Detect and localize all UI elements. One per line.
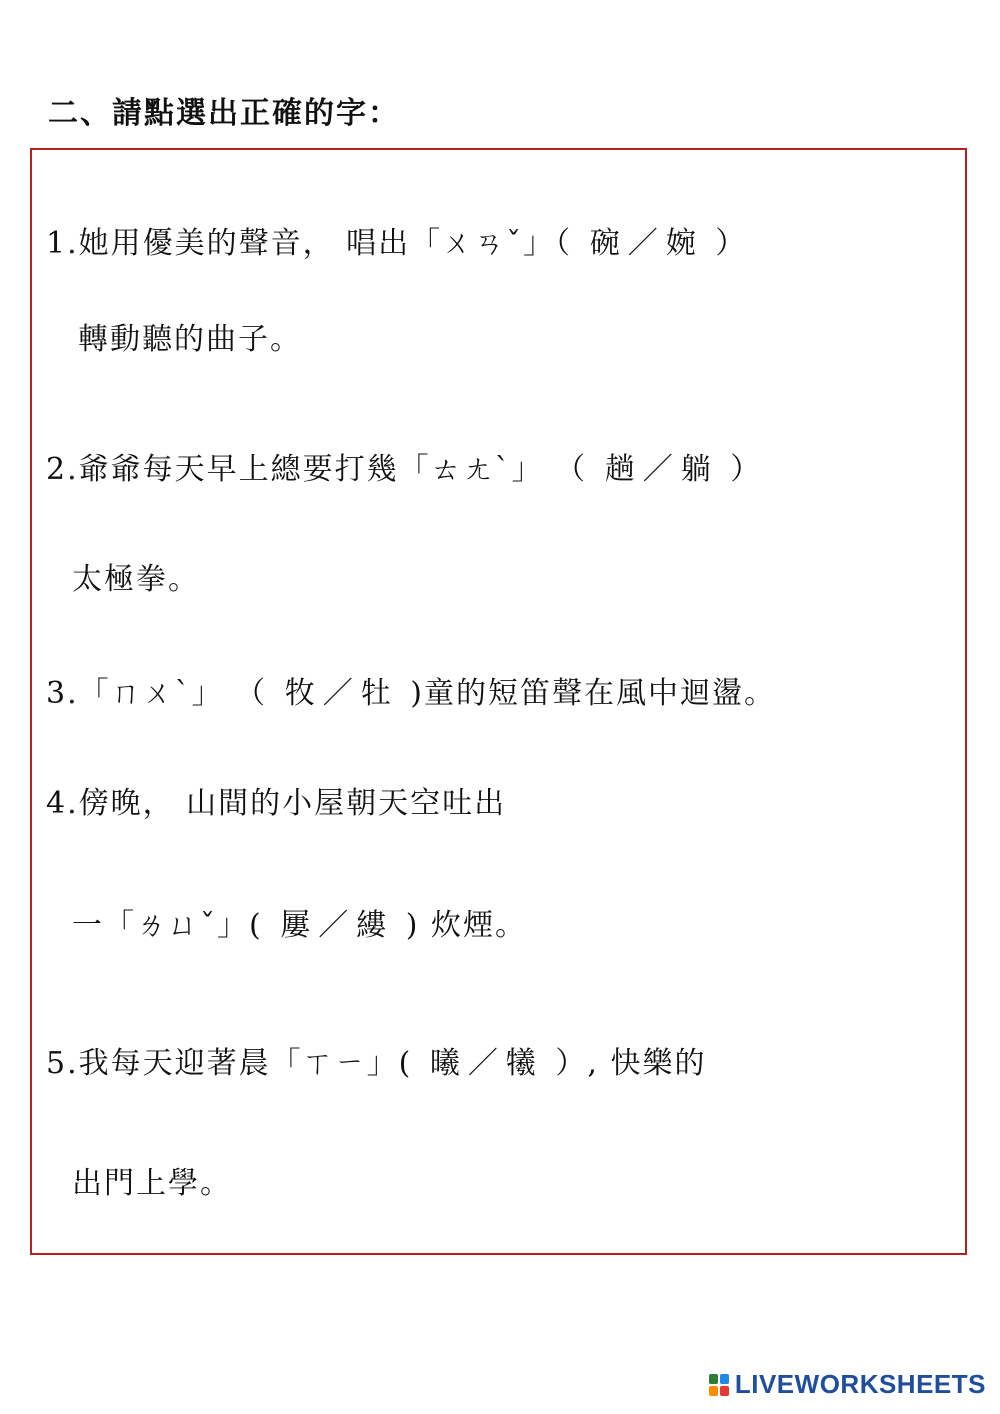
choice-4b[interactable]: 縷 <box>356 908 389 943</box>
liveworksheets-logo <box>709 1369 986 1400</box>
question-1-line-2: 轉動聽的曲子。 <box>78 322 302 357</box>
choice-5a[interactable]: 曦 <box>429 1046 462 1081</box>
choice-3b[interactable]: 牡 <box>360 676 393 711</box>
choice-2a[interactable]: 趟 <box>604 452 637 487</box>
question-3-line-1 <box>46 668 776 712</box>
choice-separator: ／ <box>467 1046 500 1081</box>
question-4-suffix: ) 炊煙。 <box>394 908 528 943</box>
choice-2b[interactable]: 躺 <box>680 452 713 487</box>
logo-text: LIVEWORKSHEETS <box>734 1369 986 1399</box>
question-4-line-1: 4.傍晚， 山間的小屋朝天空吐出 <box>46 786 507 821</box>
question-5-prefix: 5.我每天迎著晨「ㄒㄧ」( <box>46 1046 424 1081</box>
choice-5b[interactable]: 犧 <box>505 1046 538 1081</box>
choice-1a[interactable]: 碗 <box>589 226 622 261</box>
question-2-line-1 <box>46 444 762 488</box>
page-title: 二、請點選出正確的字： <box>48 96 400 131</box>
choice-3a[interactable]: 牧 <box>284 676 317 711</box>
question-5-suffix: ）, 快樂的 <box>543 1046 707 1081</box>
choice-separator: ／ <box>318 908 351 943</box>
question-5-line-1 <box>46 1038 706 1082</box>
logo-square-3 <box>709 1386 718 1396</box>
question-4-prefix: 一「ㄌㄩˇ」( <box>72 908 275 943</box>
logo-square-1 <box>709 1374 718 1384</box>
choice-separator: ／ <box>642 452 675 487</box>
choice-separator: ／ <box>322 676 355 711</box>
liveworksheets-logo-icon <box>709 1374 729 1396</box>
question-1-prefix: 1.她用優美的聲音， 唱出「ㄨㄢˇ」（ <box>46 226 584 261</box>
question-4-line-2 <box>72 900 527 944</box>
choice-1b[interactable]: 婉 <box>665 226 698 261</box>
choice-separator: ／ <box>627 226 660 261</box>
question-2-suffix: ） <box>718 452 763 487</box>
question-2-prefix: 2.爺爺每天早上總要打幾「ㄊㄤˋ」 （ <box>46 452 599 487</box>
choice-4a[interactable]: 屢 <box>280 908 313 943</box>
question-1-suffix: ） <box>703 226 748 261</box>
logo-square-2 <box>720 1374 729 1384</box>
question-2-line-2: 太極拳。 <box>72 562 200 597</box>
question-3-prefix: 3.「ㄇㄨˋ」 （ <box>46 676 279 711</box>
logo-square-4 <box>720 1386 729 1396</box>
question-5-line-2: 出門上學。 <box>72 1166 232 1201</box>
question-1-line-1 <box>46 218 747 262</box>
question-3-suffix: )童的短笛聲在風中迴盪。 <box>398 676 776 711</box>
